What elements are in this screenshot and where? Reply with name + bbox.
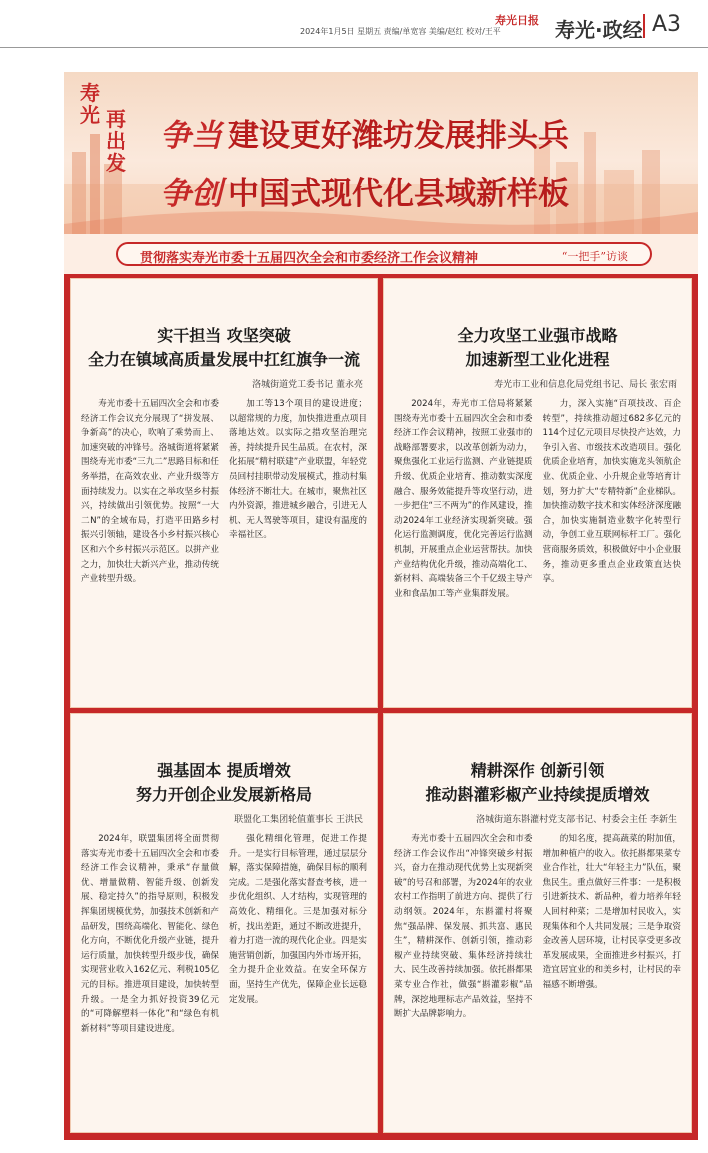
article-title-sub: 努力开创企业发展新格局 — [135, 785, 312, 804]
newspaper-logo: 寿光日报 — [495, 14, 539, 27]
article-title-sub: 加速新型工业化进程 — [465, 350, 610, 369]
article-title-sub: 全力在镇域高质量发展中扛红旗争一流 — [87, 350, 360, 369]
article-column: 强化精细化管理，促进工作提升。一是实行目标管理，通过层层分解，落实保障措施，确保目标的顺利完成。二是强化落实督查考核，进一步优化组织、人才结构，实现管理的高效化、精细化。三是加强对标分析，找出差距，通过不断改进提升，着力打造一流的现代化企业。四是实施营销创新，加强国内外市场开拓，全力提升企业效益。在安全环保方面，坚持生产优先，保障企业长远稳定发展。 — [229, 834, 367, 1005]
article-byline: 联盟化工集团轮值董事长 王洪民 — [234, 815, 363, 825]
article-column: 寿光市委十五届四次全会和市委经济工作会议作出“冲锋突破乡村振兴，奋力在推动现代优势上实现新突破”的号召和部署，为2024年的农业农村工作指明了前进方向、提供了行动纲领。2024年，东斟灌村将聚焦“强品牌、保发展、抓共富、惠民生”，精耕深作、创新引领，推动彩椒产业持续突破、集体经济持续壮大、民生改善持续加强。依托斟都果菜专业合作社，做强“斟灌彩椒”品牌，深挖地理标志产品效益，坚持不断扩大品牌影响力。 — [394, 834, 533, 1020]
article-column: 的知名度，提高蔬菜的附加值，增加种植户的收入。依托斟都果菜专业合作社，壮大“年轻主力”队伍，聚焦民生。重点做好三件事：一是积极引进新技术、新品种，着力培养年轻人回村种菜；二是增加村民收入，实现集体和个人共同发展；三是争取资金改善人居环境，让村民享受更多改革发展成果，全面推进乡村振兴，打造宜居宜业的和美乡村，让村民的幸福感不断增强。 — [542, 834, 681, 990]
subhead-bar — [64, 234, 698, 274]
article-byline: 寿光市工业和信息化局党组书记、局长 张宏雨 — [494, 380, 677, 390]
article-body — [394, 397, 681, 701]
article-column: 加工等13个项目的建设进度；以超常规的力度，加快推进重点项目落地达效。以实际之措攻坚治理完善，持续提升民生品质。在农村，深化拓展“精村联建”产业联盟，年轻党员回村挂职带动发展模式，推动村集体经济不断壮大。在城市，聚焦社区内外资源，推进城乡融合，引进无人机、无人驾驶等项目，建设有温度的幸福社区。 — [229, 399, 367, 541]
article-body — [81, 832, 367, 1126]
issue-info: 2024年1月5日 星期五 责编/单宽容 美编/赵红 校对/王平 — [300, 27, 501, 36]
article-panel — [383, 713, 692, 1133]
article-title-main: 精耕深作 创新引领 — [470, 761, 605, 780]
article-column: 2024年，联盟集团将全面贯彻落实寿光市委十五届四次全会和市委经济工作会议精神，秉承“存量做优、增量做精、智能升级、创新发展、稳定持久”的指导原则，积极发挥集团规模优势，加强技术创新和产品研发，围绕高端化、智能化、绿色化方向，不断优化升级产业链，提升运行质量，加快转型升级步伐，确保实现营业收入162亿元、利税105亿元的目标。推进项目建设，加快转型升级。一是全力抓好投资39亿元的“可降解塑料一体化”和“绿色有机新材料”等项目建设进度。 — [81, 834, 219, 1034]
subhead-text: 贯彻落实寿光市委十五届四次全会和市委经济工作会议精神 — [140, 251, 479, 266]
article-byline: 洛城街道党工委书记 董永亮 — [252, 380, 363, 390]
subhead-pill — [116, 242, 652, 266]
article-column: 寿光市委十五届四次全会和市委经济工作会议充分展现了“拼发展、争新高”的决心，吹响了乘势而上、加速突破的冲锋号。洛城街道将紧紧围绕寿光市委“三九二”思路目标和任务举措，在高效农业、产业升级等方面持续发力。以实在之举攻坚乡村振兴，持续做出引领优势。按照“一大二N”的全域布局，打造平田路乡村振兴引领轴，建设各小乡村振兴核心区和六个乡村振兴示范区。以拼产业之力，加快壮大新兴产业，推动传统产业转型升级。 — [81, 399, 219, 585]
article-title-main: 实干担当 攻坚突破 — [157, 326, 291, 345]
headline-2-lead: 争创 — [160, 176, 222, 212]
section-name: 寿光·政经 — [555, 18, 643, 42]
article-title-sub: 推动斟灌彩椒产业持续提质增效 — [425, 785, 650, 804]
article-title-main: 全力攻坚工业强市战略 — [457, 326, 618, 345]
article-column: 2024年，寿光市工信局将紧紧围绕寿光市委十五届四次全会和市委经济工作会议精神，按照工业强市的战略部署要求，以改革创新为动力，聚焦强化工业运行监测、产业链提质升级、优质企业培育、推动数实深度融合、服务效能提升等攻坚行动，进一步把住“三不两为”的作风建设，推动2024年工业经济实现新突破。强化运行监测调度，优化完善运行监测机制，开展重点企业运营帮扶。加快产业结构优化升级，推动高端化工、新材料、高端装备三个千亿级主导产业和食品加工等产业集群发展。 — [394, 399, 533, 599]
article-column: 力，深入实施“百项技改、百企转型”，持续推动超过682多亿元的114个过亿元项目尽快投产达效，力争引入省、市级技术改造项目。强化优质企业培育，加快实施龙头领航企业、优质企业、小升规企业等培育计划，努力扩大“专精特新”企业梯队。加快推动数字技术和实体经济深度融合，加快实施制造业数字化转型行动，争创工业互联网标杆工厂。强化营商服务质效，积极做好中小企业服务，推动更多重点企业政策直达快享。 — [542, 399, 681, 585]
headline-1-rest: 建设更好潍坊发展排头兵 — [228, 118, 569, 154]
masthead-divider — [643, 14, 645, 38]
interview-tag: “一把手”访谈 — [561, 250, 628, 263]
series-label-b: 再出发 — [106, 107, 126, 175]
article-panel — [383, 278, 692, 708]
series-label-a: 寿光 — [80, 81, 100, 127]
article-panel — [70, 713, 378, 1133]
article-byline: 洛城街道东斟灌村党支部书记、村委会主任 李新生 — [476, 815, 677, 825]
headline-line-1 — [160, 110, 569, 155]
headline-1-lead: 争当 — [160, 118, 222, 154]
article-body — [394, 832, 681, 1126]
article-title-main: 强基固本 提质增效 — [157, 761, 291, 780]
masthead — [0, 0, 708, 48]
article-panel — [70, 278, 378, 708]
headline-2-rest: 中国式现代化县域新样板 — [228, 176, 569, 212]
page-number: A3 — [652, 12, 682, 37]
article-body — [81, 397, 367, 701]
headline-line-2 — [160, 168, 569, 213]
